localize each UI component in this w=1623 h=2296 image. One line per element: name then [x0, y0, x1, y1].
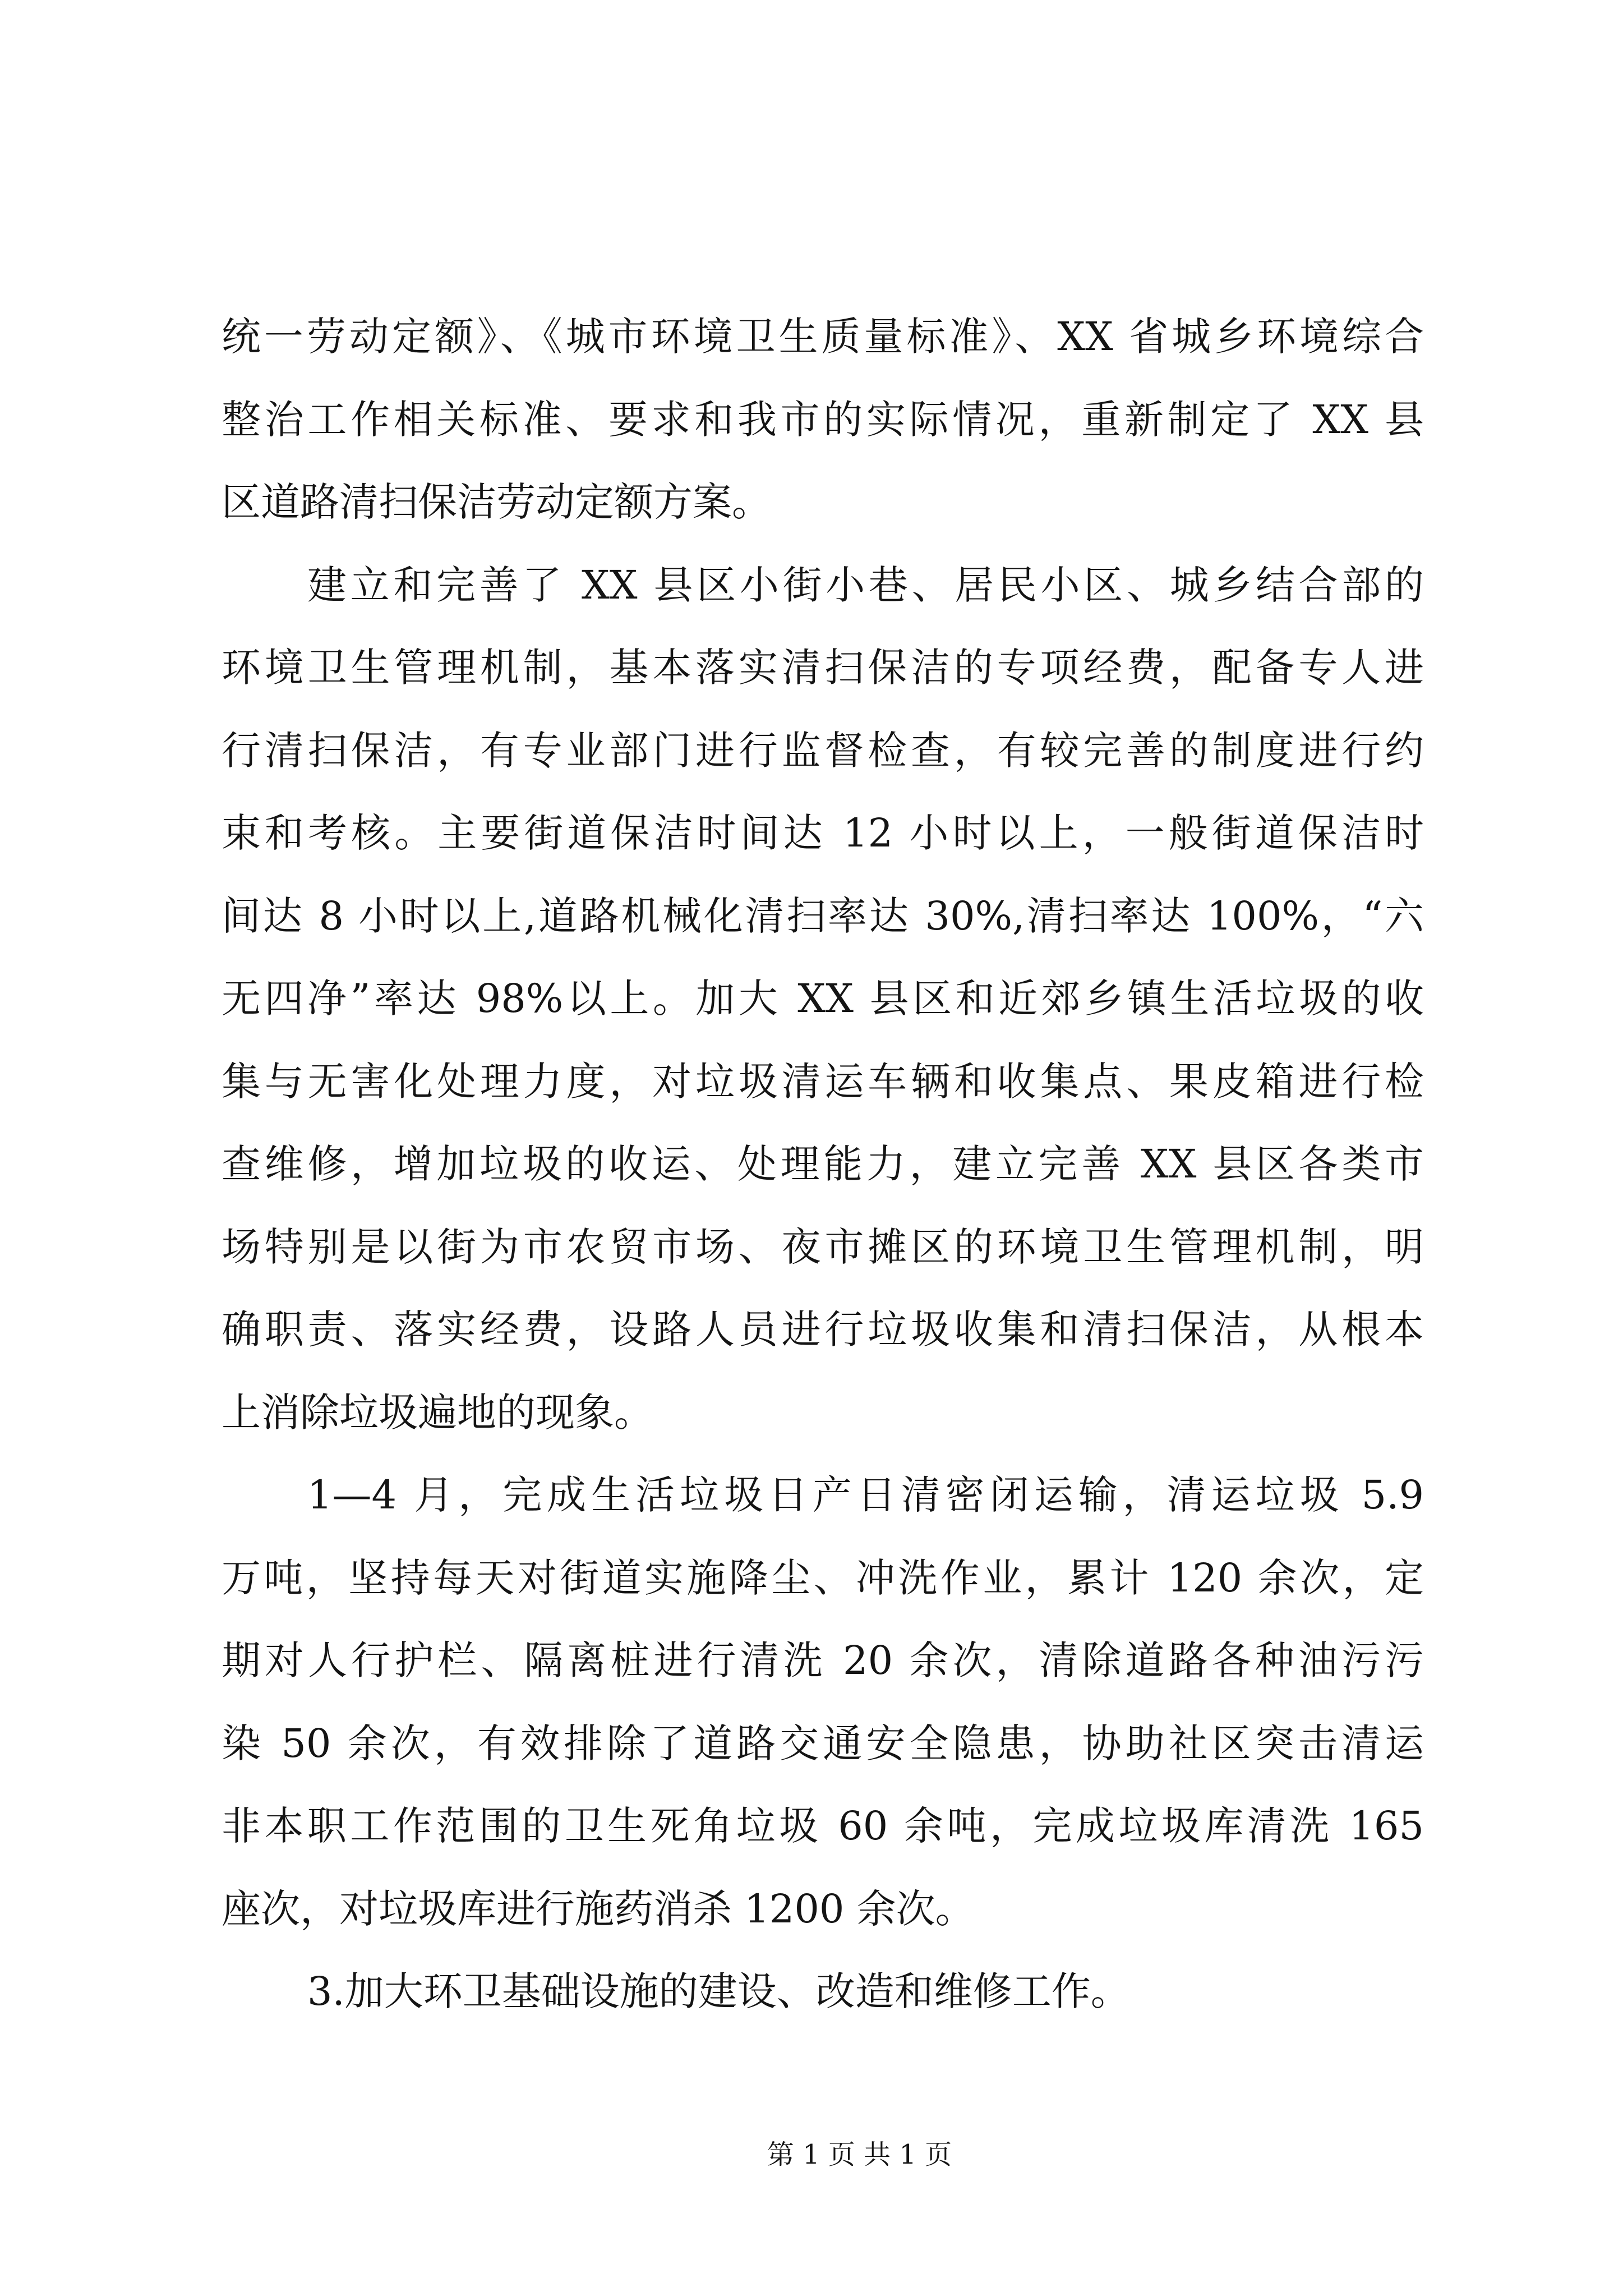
text-line: 场特别是以街为市农贸市场、夜市摊区的环境卫生管理机制，明 — [222, 1223, 1424, 1270]
text-line: 上消除垃圾遍地的现象。 — [222, 1389, 653, 1435]
paragraph — [222, 544, 1424, 1455]
text-line: 区道路清扫保洁劳动定额方案。 — [222, 479, 771, 525]
paragraph — [222, 296, 1424, 544]
text-line: 集与无害化处理力度，对垃圾清运车辆和收集点、果皮箱进行检 — [222, 1058, 1424, 1105]
text-line: 无四净”率达 98%以上。加大 XX 县区和近郊乡镇生活垃圾的收 — [222, 976, 1424, 1022]
text-line: 非本职工作范围的卫生死角垃圾 60 余吨，完成垃圾库清洗 165 — [222, 1803, 1424, 1849]
text-line: 行清扫保洁，有专业部门进行监督检查，有较完善的制度进行约 — [222, 727, 1424, 774]
text-line: 万吨，坚持每天对街道实施降尘、冲洗作业，累计 120 余次，定 — [222, 1554, 1424, 1601]
text-line: 染 50 余次，有效排除了道路交通安全隐患，协助社区突击清运 — [222, 1720, 1424, 1766]
body-text — [222, 296, 1424, 2033]
paragraph — [222, 1950, 1424, 2033]
text-line: 统一劳动定额》、《城市环境卫生质量标准》、XX 省城乡环境综合 — [222, 314, 1424, 360]
text-line: 1—4 月，完成生活垃圾日产日清密闭运输，清运垃圾 5.9 — [307, 1472, 1424, 1518]
text-line: 座次，对垃圾库进行施药消杀 1200 余次。 — [222, 1885, 975, 1932]
text-line: 查维修，增加垃圾的收运、处理能力，建立完善 XX 县区各类市 — [222, 1141, 1424, 1187]
section-heading: 3.加大环卫基础设施的建设、改造和维修工作。 — [307, 1968, 1130, 2014]
page-number: 第 1 页 共 1 页 — [767, 2139, 952, 2170]
text-line: 整治工作相关标准、要求和我市的实际情况，重新制定了 XX 县 — [222, 396, 1424, 443]
text-line: 环境卫生管理机制，基本落实清扫保洁的专项经费，配备专人进 — [222, 645, 1424, 691]
text-line: 间达 8 小时以上,道路机械化清扫率达 30%,清扫率达 100%，“六 — [222, 892, 1424, 939]
text-line: 束和考核。主要街道保洁时间达 12 小时以上，一般街道保洁时 — [222, 810, 1424, 856]
text-line: 期对人行护栏、隔离桩进行清洗 20 余次，清除道路各种油污污 — [222, 1637, 1424, 1683]
text-line: 确职责、落实经费，设路人员进行垃圾收集和清扫保洁，从根本 — [222, 1306, 1424, 1352]
paragraph — [222, 1454, 1424, 1950]
text-line: 建立和完善了 XX 县区小街小巷、居民小区、城乡结合部的 — [307, 562, 1424, 608]
